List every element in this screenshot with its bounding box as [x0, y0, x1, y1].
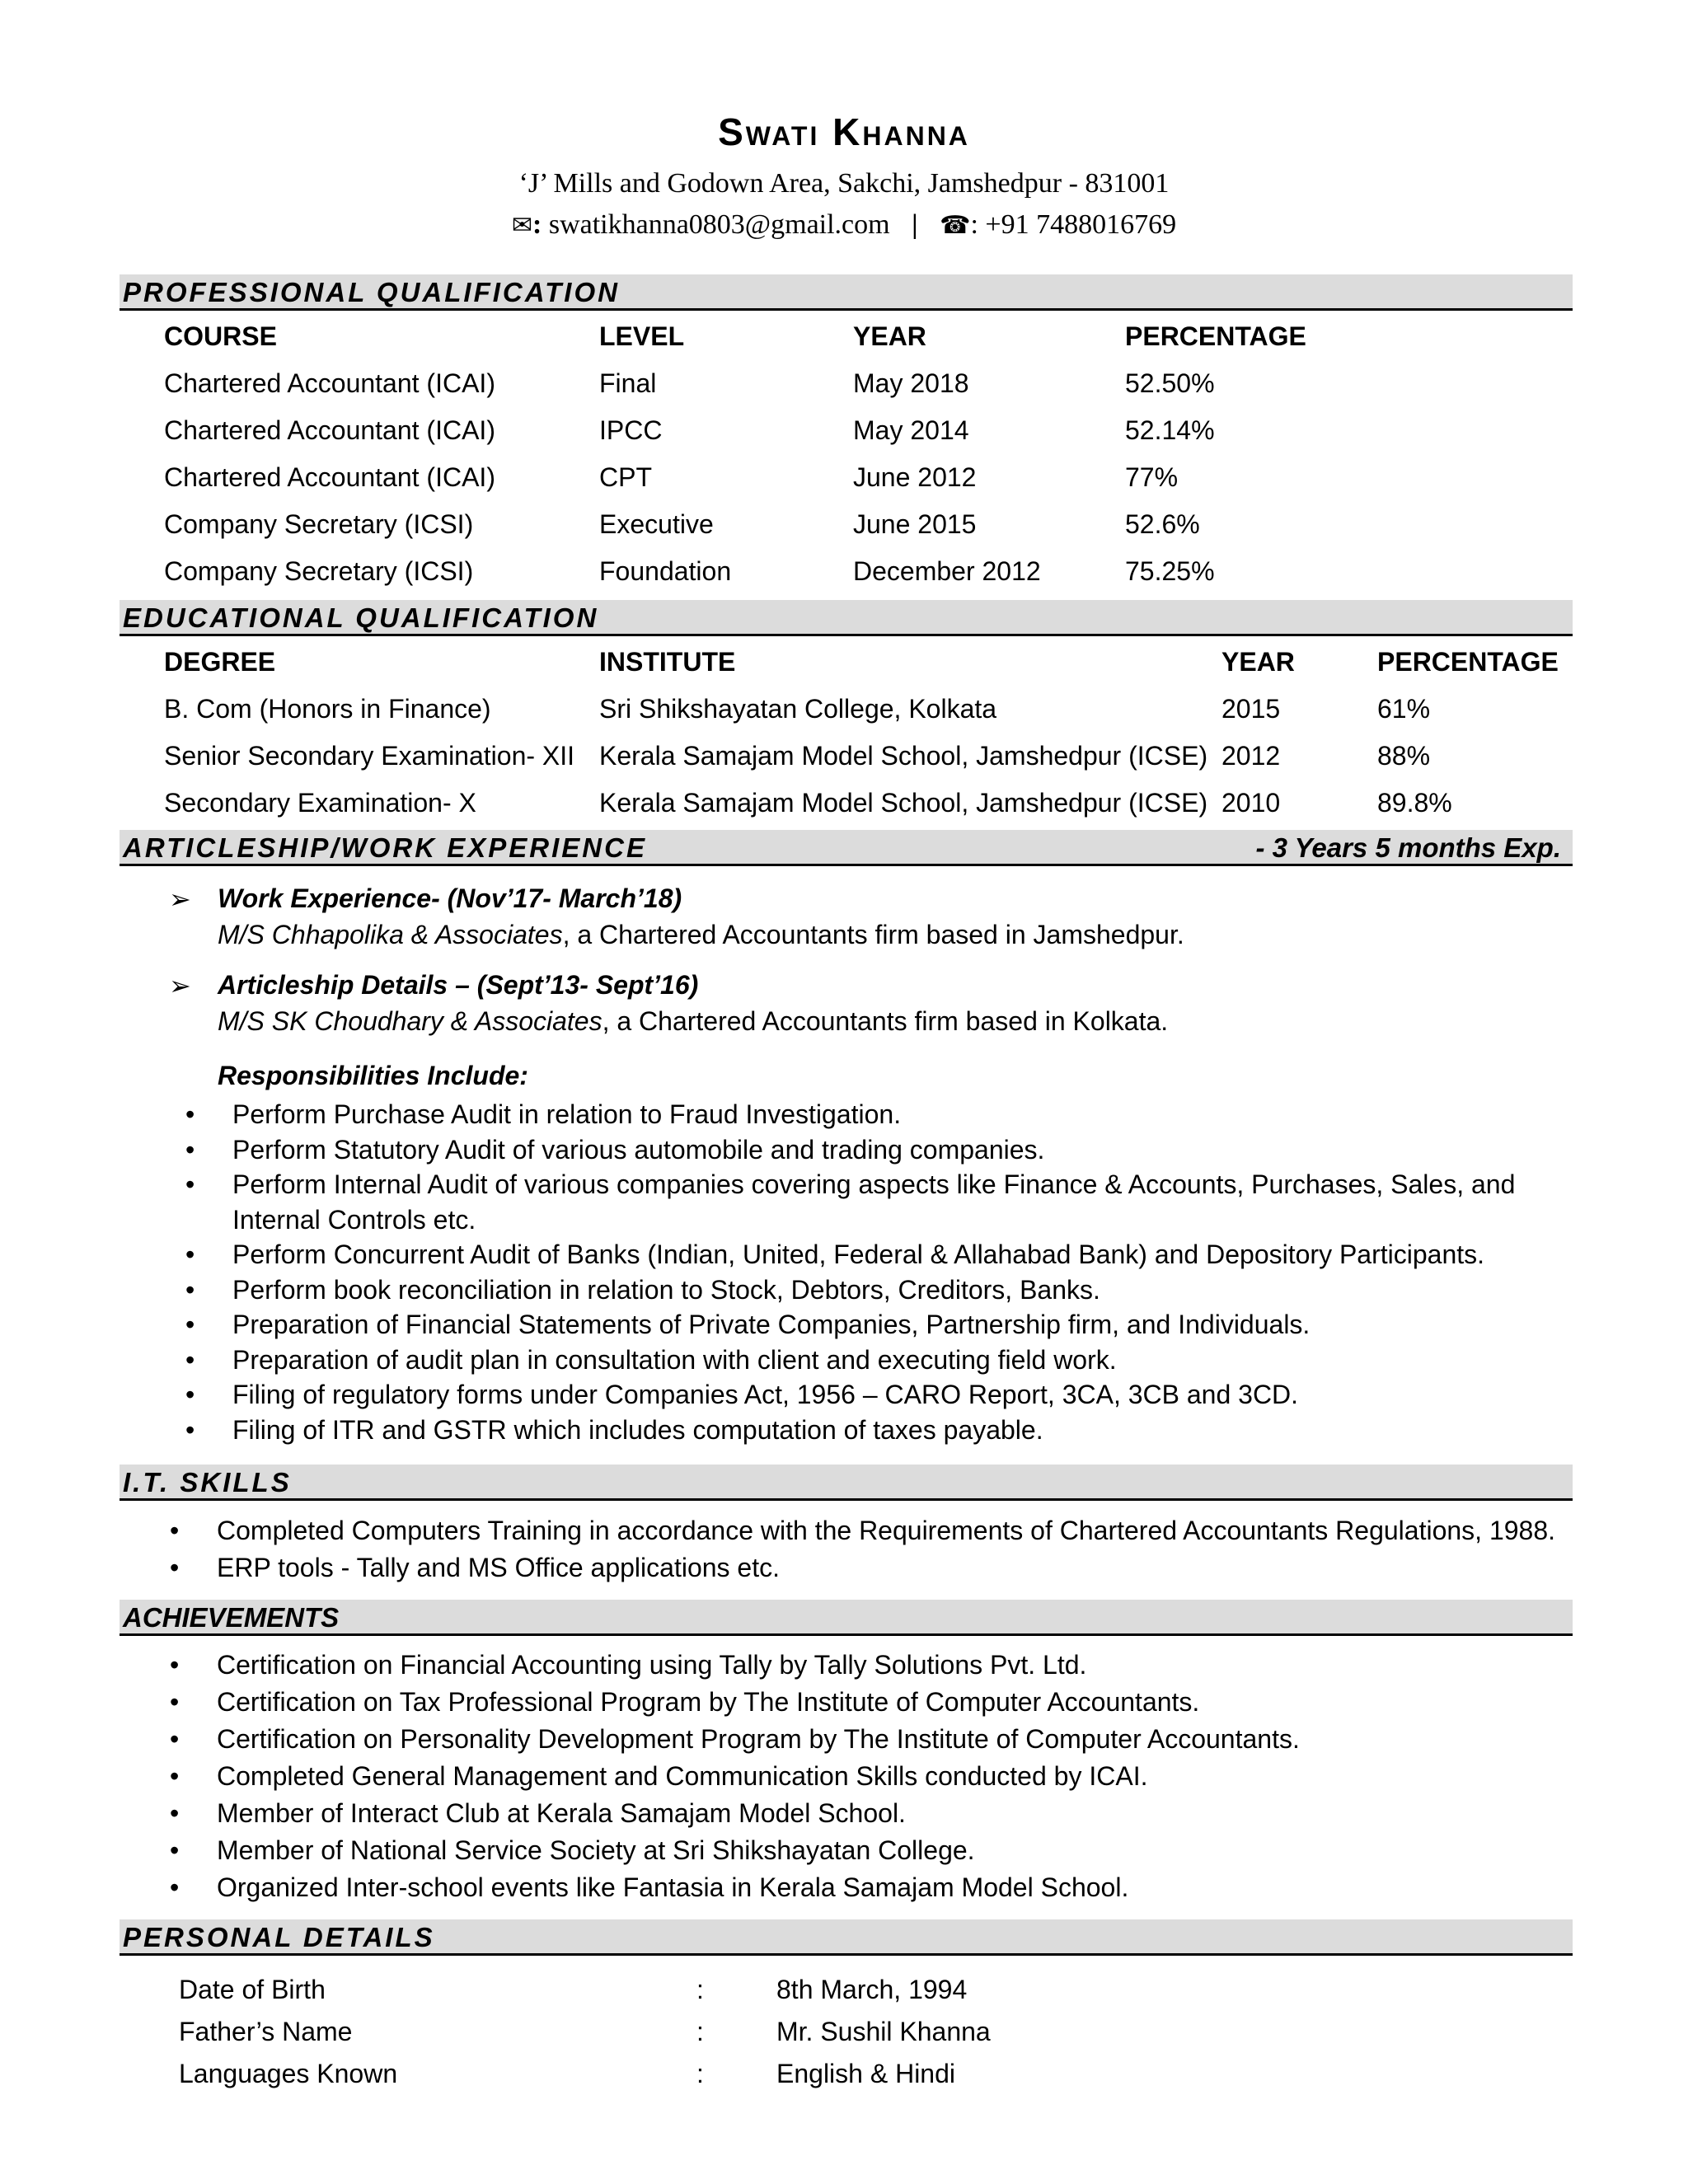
list-item: • Certification on Financial Accounting using Tally by Tally Solutions Pvt. Ltd.: [170, 1650, 1087, 1680]
table-cell: Chartered Accountant (ICAI): [164, 462, 495, 492]
arrow-bullet-icon: ➢: [169, 971, 191, 1001]
experience-title: Articleship Details – (Sept’13- Sept’16): [218, 970, 699, 1000]
envelope-icon: ✉: [511, 212, 533, 239]
col-header: YEAR: [1221, 647, 1295, 677]
list-item: • Filing of ITR and GSTR which includes computation of taxes payable.: [185, 1414, 1043, 1445]
table-cell: Chartered Accountant (ICAI): [164, 415, 495, 445]
table-cell: Company Secretary (ICSI): [164, 556, 474, 586]
contact-separator: |: [912, 209, 918, 240]
col-header: LEVEL: [599, 321, 685, 351]
section-title: ACHIEVEMENTS: [123, 1602, 340, 1633]
personal-colon: :: [696, 2059, 704, 2088]
table-cell: Chartered Accountant (ICAI): [164, 368, 495, 398]
section-work-experience: [120, 830, 1573, 866]
achievements-list: [170, 1647, 1618, 1906]
firm-desc: , a Chartered Accountants firm based in Jamshedpur.: [562, 920, 1184, 949]
section-educational-qualification: [120, 600, 1573, 636]
col-header: PERCENTAGE: [1377, 647, 1559, 677]
table-cell: June 2015: [853, 509, 977, 539]
table-cell: Company Secretary (ICSI): [164, 509, 474, 539]
table-cell: CPT: [599, 462, 652, 492]
list-item: • Completed Computers Training in accordance with the Requirements of Chartered Accountants Regulations, 1988.: [170, 1516, 1556, 1545]
list-item: • Preparation of Financial Statements of Private Companies, Partnership firm, and Individuals.: [185, 1310, 1311, 1339]
table-cell: 2010: [1221, 788, 1281, 818]
section-professional-qualification: [120, 274, 1573, 311]
personal-row: [0, 1969, 1688, 2011]
table-cell: 61%: [1377, 694, 1431, 724]
table-row: [0, 548, 1688, 595]
table-row: [0, 407, 1688, 454]
table-cell: 2015: [1221, 694, 1281, 724]
email[interactable]: swatikhanna0803@gmail.com: [548, 209, 890, 240]
list-item: • Certification on Personality Development Program by The Institute of Computer Accountants.: [170, 1724, 1300, 1754]
firm-name: M/S Chhapolika & Associates: [218, 920, 563, 949]
experience-total: - 3 Years 5 months Exp.: [1255, 832, 1561, 863]
resume-header: [0, 105, 1688, 246]
table-cell: 75.25%: [1125, 556, 1215, 586]
table-cell: Secondary Examination- X: [164, 788, 476, 818]
col-header: DEGREE: [164, 647, 276, 677]
table-row: [0, 360, 1688, 407]
list-item: • Organized Inter-school events like Fantasia in Kerala Samajam Model School.: [170, 1872, 1129, 1902]
table-cell: IPCC: [599, 415, 663, 445]
phone[interactable]: +91 7488016769: [985, 209, 1177, 240]
personal-label: Father’s Name: [179, 2017, 353, 2046]
list-item: • Perform Concurrent Audit of Banks (Indian, United, Federal & Allahabad Bank) and Depository Participants.: [185, 1240, 1485, 1269]
table-row: [0, 780, 1688, 827]
list-item: • ERP tools - Tally and MS Office applications etc.: [170, 1553, 780, 1582]
section-title: I.T. SKILLS: [123, 1467, 292, 1497]
list-item: • Certification on Tax Professional Program by The Institute of Computer Accountants.: [170, 1687, 1200, 1717]
address: ‘J’ Mills and Godown Area, Sakchi, Jamshedpur - 831001: [518, 168, 1170, 199]
section-achievements: [120, 1600, 1573, 1636]
personal-value: English & Hindi: [776, 2059, 955, 2088]
contact-line: ✉: swatikhanna0803@gmail.com | ☎: +91 7488016769: [511, 209, 1177, 240]
table-cell: Kerala Samajam Model School, Jamshedpur (ICSE): [599, 788, 1208, 818]
table-row: [0, 454, 1688, 501]
personal-value: Mr. Sushil Khanna: [776, 2017, 991, 2046]
col-header: COURSE: [164, 321, 277, 351]
experience-title: Work Experience- (Nov’17- March’18): [218, 883, 682, 913]
table-cell: June 2012: [853, 462, 977, 492]
list-item: • Completed General Management and Communication Skills conducted by ICAI.: [170, 1761, 1148, 1791]
list-item: • Filing of regulatory forms under Companies Act, 1956 – CARO Report, 3CA, 3CB and 3CD.: [185, 1380, 1299, 1409]
table-cell: Kerala Samajam Model School, Jamshedpur (ICSE): [599, 741, 1208, 771]
table-row: [0, 686, 1688, 733]
list-item: • Perform book reconciliation in relation to Stock, Debtors, Creditors, Banks.: [185, 1274, 1100, 1305]
table-cell: Foundation: [599, 556, 732, 586]
table-cell: December 2012: [853, 556, 1041, 586]
arrow-bullet-icon: ➢: [169, 884, 191, 914]
list-item: • Perform Purchase Audit in relation to Fraud Investigation.: [185, 1099, 902, 1129]
personal-row: [0, 2011, 1688, 2053]
firm-name: M/S SK Choudhary & Associates: [218, 1006, 603, 1036]
firm-desc: , a Chartered Accountants firm based in Kolkata.: [602, 1006, 1169, 1036]
col-header: PERCENTAGE: [1125, 321, 1306, 351]
personal-label: Date of Birth: [179, 1975, 326, 2004]
section-title: PERSONAL DETAILS: [123, 1922, 435, 1952]
personal-row: [0, 2053, 1688, 2095]
responsibilities-list: [185, 1097, 1584, 1447]
table-cell: Executive: [599, 509, 714, 539]
table-header-row: [0, 639, 1688, 686]
section-title: PROFESSIONAL QUALIFICATION: [123, 277, 620, 307]
list-item: • Preparation of audit plan in consultation with client and executing field work.: [185, 1344, 1117, 1375]
list-item: • Member of Interact Club at Kerala Samajam Model School.: [170, 1798, 906, 1828]
table-cell: Sri Shikshayatan College, Kolkata: [599, 694, 997, 724]
section-personal-details: [120, 1919, 1573, 1956]
table-cell: 2012: [1221, 741, 1281, 771]
table-row: [0, 501, 1688, 548]
list-item: • Member of National Service Society at Sri Shikshayatan College.: [170, 1835, 975, 1865]
responsibilities-heading: Responsibilities Include:: [218, 1061, 528, 1090]
table-cell: May 2018: [853, 368, 969, 398]
table-cell: 88%: [1377, 741, 1431, 771]
personal-label: Languages Known: [179, 2059, 398, 2088]
table-cell: 52.50%: [1125, 368, 1215, 398]
experience-description: [218, 920, 1184, 950]
list-item: • Perform Statutory Audit of various automobile and trading companies.: [185, 1134, 1045, 1165]
it-skills-list: [170, 1512, 1618, 1586]
section-title: ARTICLESHIP/WORK EXPERIENCE: [123, 832, 647, 863]
list-item-continuation: Internal Controls etc.: [232, 1204, 476, 1235]
personal-colon: :: [696, 1975, 704, 2004]
table-cell: 89.8%: [1377, 788, 1452, 818]
telephone-icon: ☎: [940, 212, 971, 239]
personal-colon: :: [696, 2017, 704, 2046]
table-cell: 52.14%: [1125, 415, 1215, 445]
section-title: EDUCATIONAL QUALIFICATION: [123, 602, 599, 633]
table-row: [0, 733, 1688, 780]
table-cell: Final: [599, 368, 657, 398]
section-it-skills: [120, 1465, 1573, 1501]
table-cell: 77%: [1125, 462, 1179, 492]
col-header: YEAR: [853, 321, 926, 351]
candidate-name: Swati Khanna: [718, 110, 970, 153]
personal-value: 8th March, 1994: [776, 1975, 968, 2004]
table-cell: 52.6%: [1125, 509, 1200, 539]
col-header: INSTITUTE: [599, 647, 736, 677]
table-header-row: [0, 313, 1688, 360]
experience-description: [218, 1006, 1168, 1037]
table-cell: Senior Secondary Examination- XII: [164, 741, 575, 771]
table-cell: B. Com (Honors in Finance): [164, 694, 491, 724]
list-item: • Perform Internal Audit of various companies covering aspects like Finance & Accounts, Purchases, Sales, and: [185, 1169, 1516, 1199]
table-cell: May 2014: [853, 415, 969, 445]
